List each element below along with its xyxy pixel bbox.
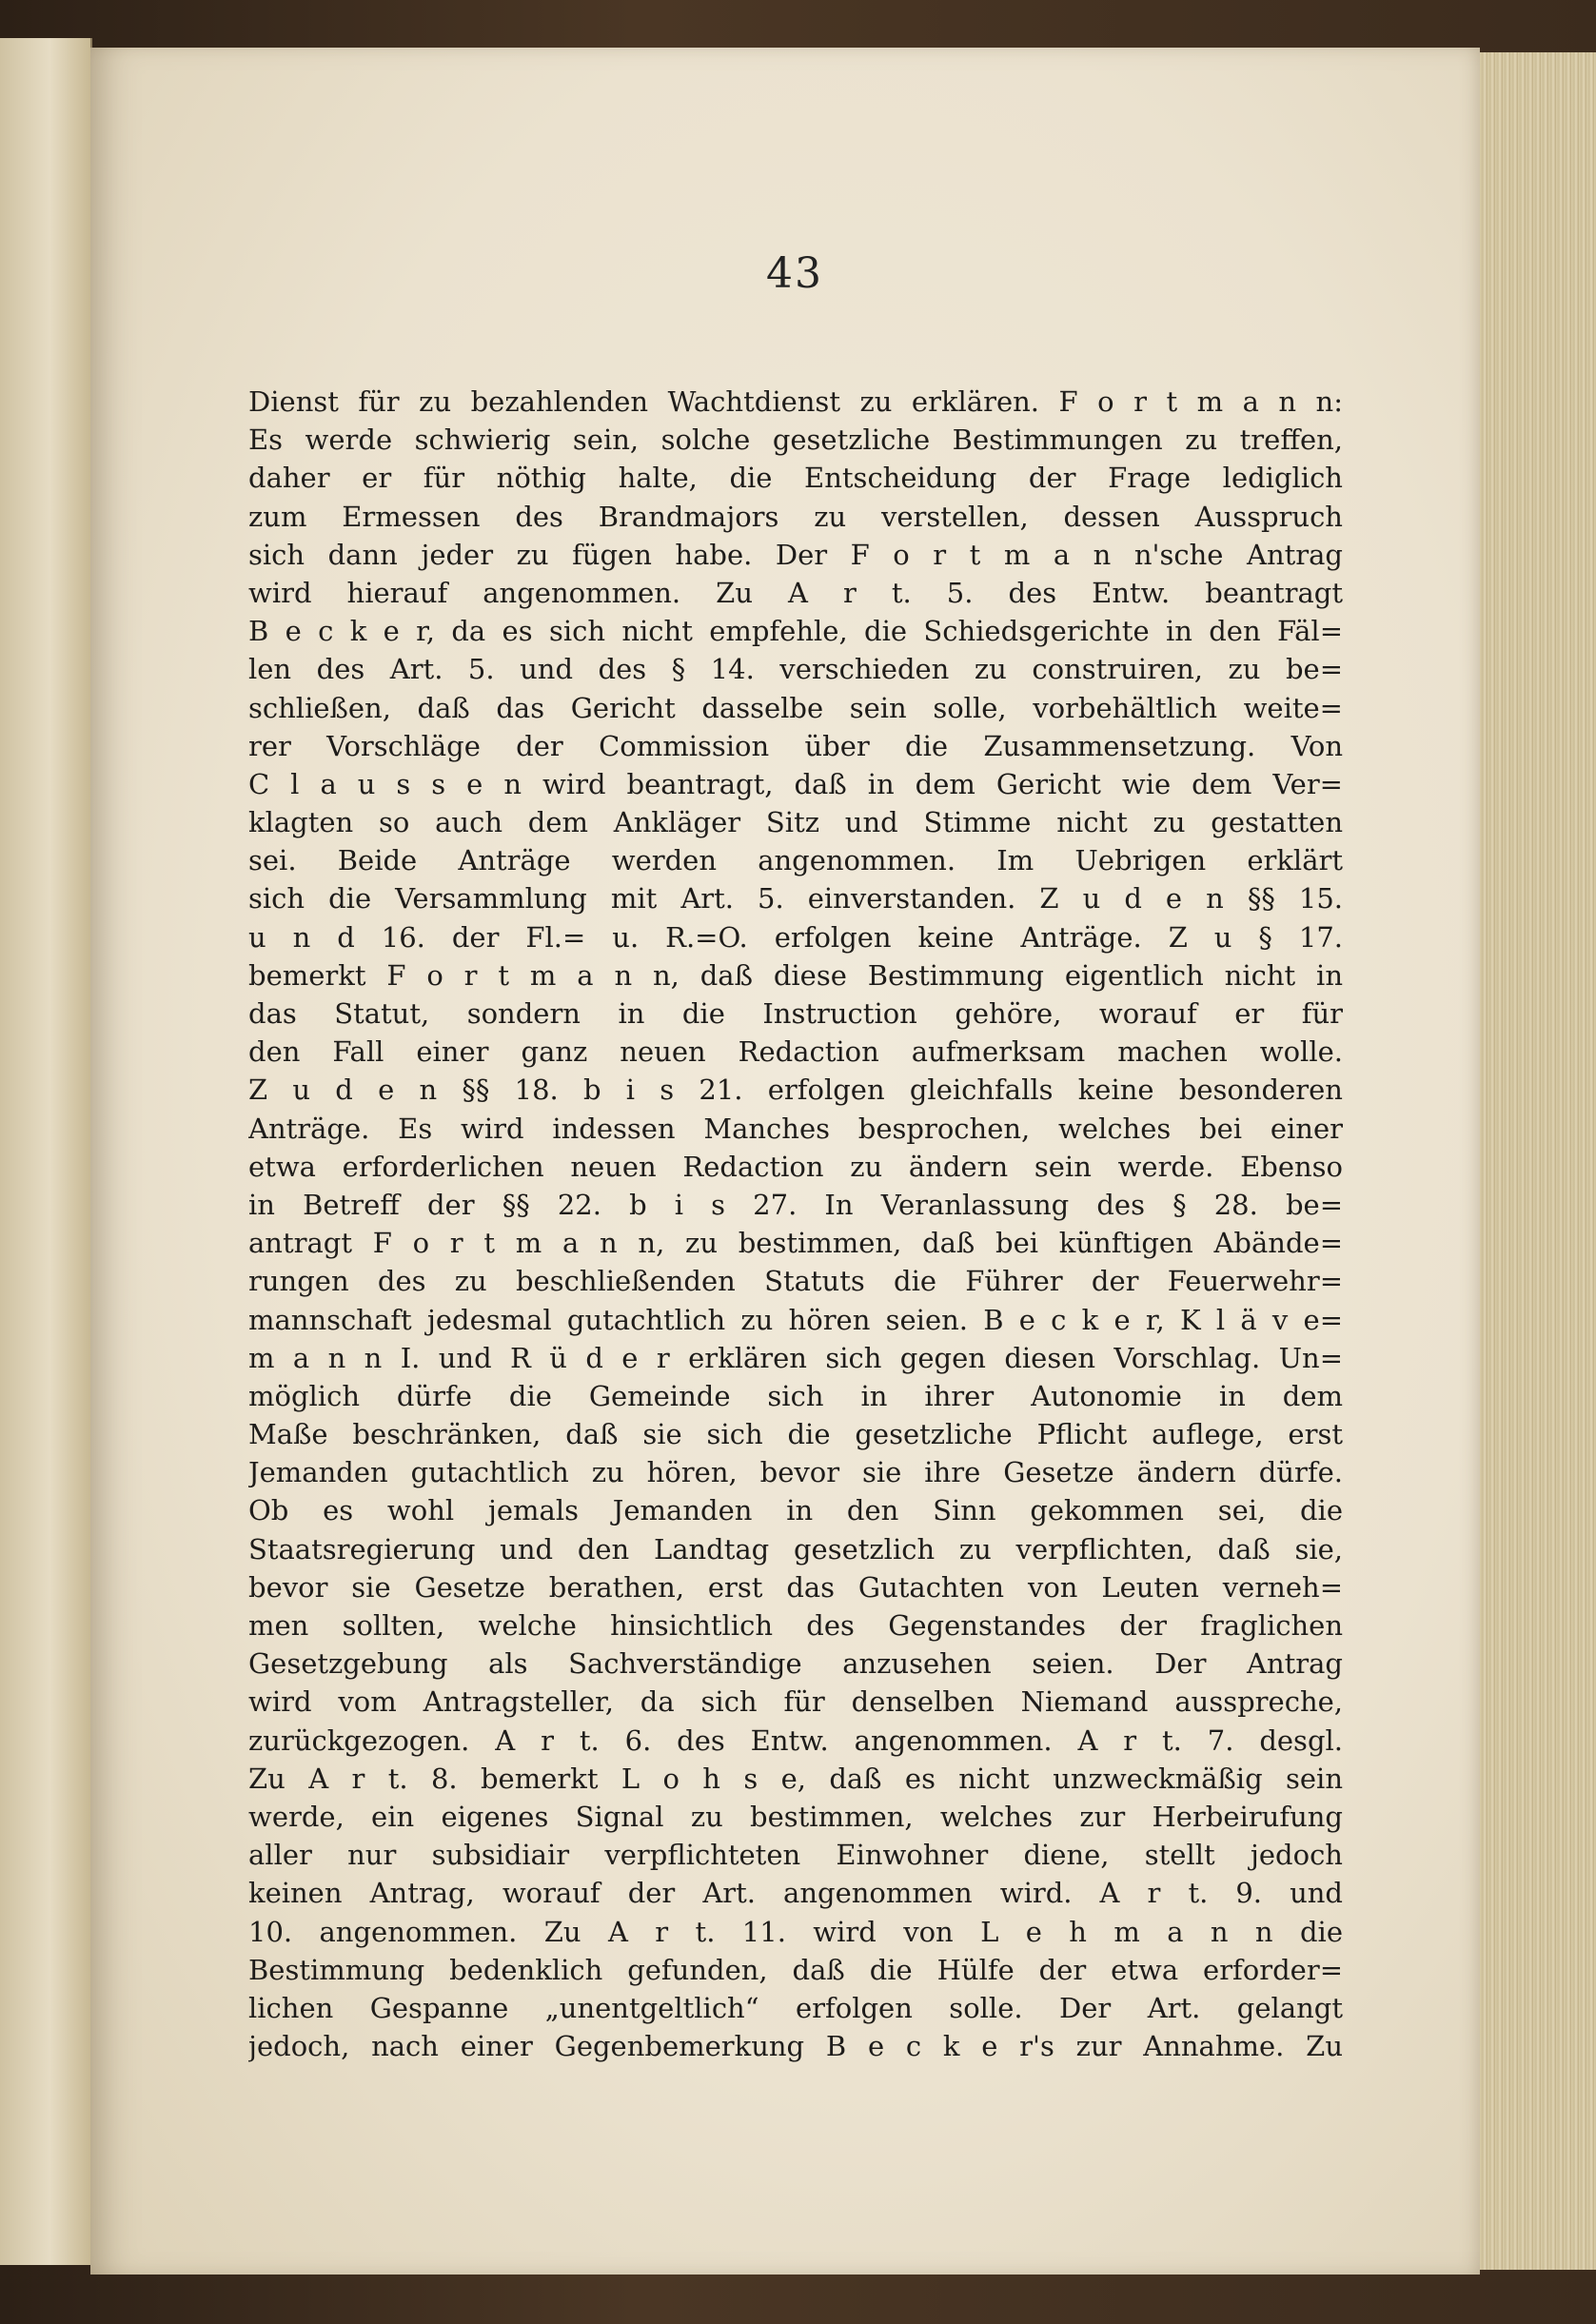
text-line: Zu A r t. 8. bemerkt L o h s e, daß es nicht unzweckmäßig sein [248, 1762, 1343, 1795]
text-line: Z u d e n §§ 18. b i s 21. erfolgen gleichfalls keine besonderen [248, 1073, 1343, 1107]
text-line: klagten so auch dem Ankläger Sitz und Stimme nicht zu gestatten [248, 806, 1343, 839]
text-line: men sollten, welche hinsichtlich des Gegenstandes der fraglichen [248, 1609, 1343, 1642]
text-line: wird hierauf angenommen. Zu A r t. 5. des Entw. beantragt [248, 576, 1343, 609]
text-line: keinen Antrag, worauf der Art. angenommen wird. A r t. 9. und [248, 1877, 1343, 1910]
text-line: bevor sie Gesetze berathen, erst das Gutachten von Leuten verneh= [248, 1570, 1343, 1604]
text-line: in Betreff der §§ 22. b i s 27. In Veranlassung des § 28. be= [248, 1188, 1343, 1221]
text-line: das Statut, sondern in die Instruction gehöre, worauf er für [248, 997, 1343, 1030]
text-line: antragt F o r t m a n n, zu bestimmen, daß bei künftigen Abände= [248, 1227, 1343, 1260]
text-line: Ob es wohl jemals Jemanden in den Sinn gekommen sei, die [248, 1494, 1343, 1527]
text-line: m a n n I. und R ü d e r erklären sich gegen diesen Vorschlag. Un= [248, 1341, 1343, 1374]
text-line: B e c k e r, da es sich nicht empfehle, die Schiedsgerichte in den Fäl= [248, 615, 1343, 648]
text-line: Maße beschränken, daß sie sich die gesetzliche Pflicht auflege, erst [248, 1418, 1343, 1451]
text-line: Anträge. Es wird indessen Manches besprochen, welches bei einer [248, 1112, 1343, 1145]
text-line: lichen Gespanne „unentgeltlich“ erfolgen solle. Der Art. gelangt [248, 1991, 1343, 2024]
text-line: werde, ein eigenes Signal zu bestimmen, welches zur Herbeirufung [248, 1800, 1343, 1833]
text-line: wird vom Antragsteller, da sich für denselben Niemand ausspreche, [248, 1685, 1343, 1719]
text-line: u n d 16. der Fl.= u. R.=O. erfolgen keine Anträge. Z u § 17. [248, 920, 1343, 954]
text-line: aller nur subsidiair verpflichteten Einwohner diene, stellt jedoch [248, 1839, 1343, 1872]
text-line: jedoch, nach einer Gegenbemerkung B e c k e r's zur Annahme. Zu [248, 2030, 1343, 2063]
text-line: C l a u s s e n wird beantragt, daß in dem Gericht wie dem Ver= [248, 767, 1343, 800]
text-line: etwa erforderlichen neuen Redaction zu ändern sein werde. Ebenso [248, 1150, 1343, 1183]
text-line: Jemanden gutachtlich zu hören, bevor sie ihre Gesetze ändern dürfe. [248, 1456, 1343, 1489]
text-line: mannschaft jedesmal gutachtlich zu hören seien. B e c k e r, K l ä v e= [248, 1303, 1343, 1336]
text-line: Staatsregierung und den Landtag gesetzlich zu verpflichten, daß sie, [248, 1532, 1343, 1566]
text-line: zum Ermessen des Brandmajors zu verstellen, dessen Ausspruch [248, 500, 1343, 533]
text-line: Dienst für zu bezahlenden Wachtdienst zu erklären. F o r t m a n n: [248, 385, 1343, 418]
text-line: zurückgezogen. A r t. 6. des Entw. angenommen. A r t. 7. desgl. [248, 1723, 1343, 1757]
text-line: daher er für nöthig halte, die Entscheidung der Frage lediglich [248, 462, 1343, 495]
text-line: sich die Versammlung mit Art. 5. einverstanden. Z u d e n §§ 15. [248, 882, 1343, 916]
text-line: möglich dürfe die Gemeinde sich in ihrer Autonomie in dem [248, 1379, 1343, 1412]
text-line: 10. angenommen. Zu A r t. 11. wird von L e h m a n n die [248, 1915, 1343, 1948]
text-line: den Fall einer ganz neuen Redaction aufmerksam machen wolle. [248, 1035, 1343, 1069]
previous-page-edge [0, 38, 92, 2265]
text-line: Es werde schwierig sein, solche gesetzliche Bestimmungen zu treffen, [248, 423, 1343, 457]
text-line: rer Vorschläge der Commission über die Zusammensetzung. Von [248, 729, 1343, 762]
page-stack-edge [1470, 52, 1596, 2270]
text-line: len des Art. 5. und des § 14. verschieden zu construiren, zu be= [248, 653, 1343, 686]
text-line: sei. Beide Anträge werden angenommen. Im Uebrigen erklärt [248, 844, 1343, 877]
book-page [90, 48, 1480, 2275]
page-body-text [248, 383, 1343, 2065]
text-line: sich dann jeder zu fügen habe. Der F o r t m a n n'sche Antrag [248, 538, 1343, 571]
text-line: schließen, daß das Gericht dasselbe sein solle, vorbehältlich weite= [248, 691, 1343, 724]
text-line: bemerkt F o r t m a n n, daß diese Bestimmung eigentlich nicht in [248, 958, 1343, 992]
text-line: Bestimmung bedenklich gefunden, daß die Hülfe der etwa erforder= [248, 1953, 1343, 1986]
text-line: Gesetzgebung als Sachverständige anzusehen seien. Der Antrag [248, 1647, 1343, 1681]
page-number: 43 [766, 249, 823, 298]
text-line: rungen des zu beschließenden Statuts die Führer der Feuerwehr= [248, 1265, 1343, 1298]
